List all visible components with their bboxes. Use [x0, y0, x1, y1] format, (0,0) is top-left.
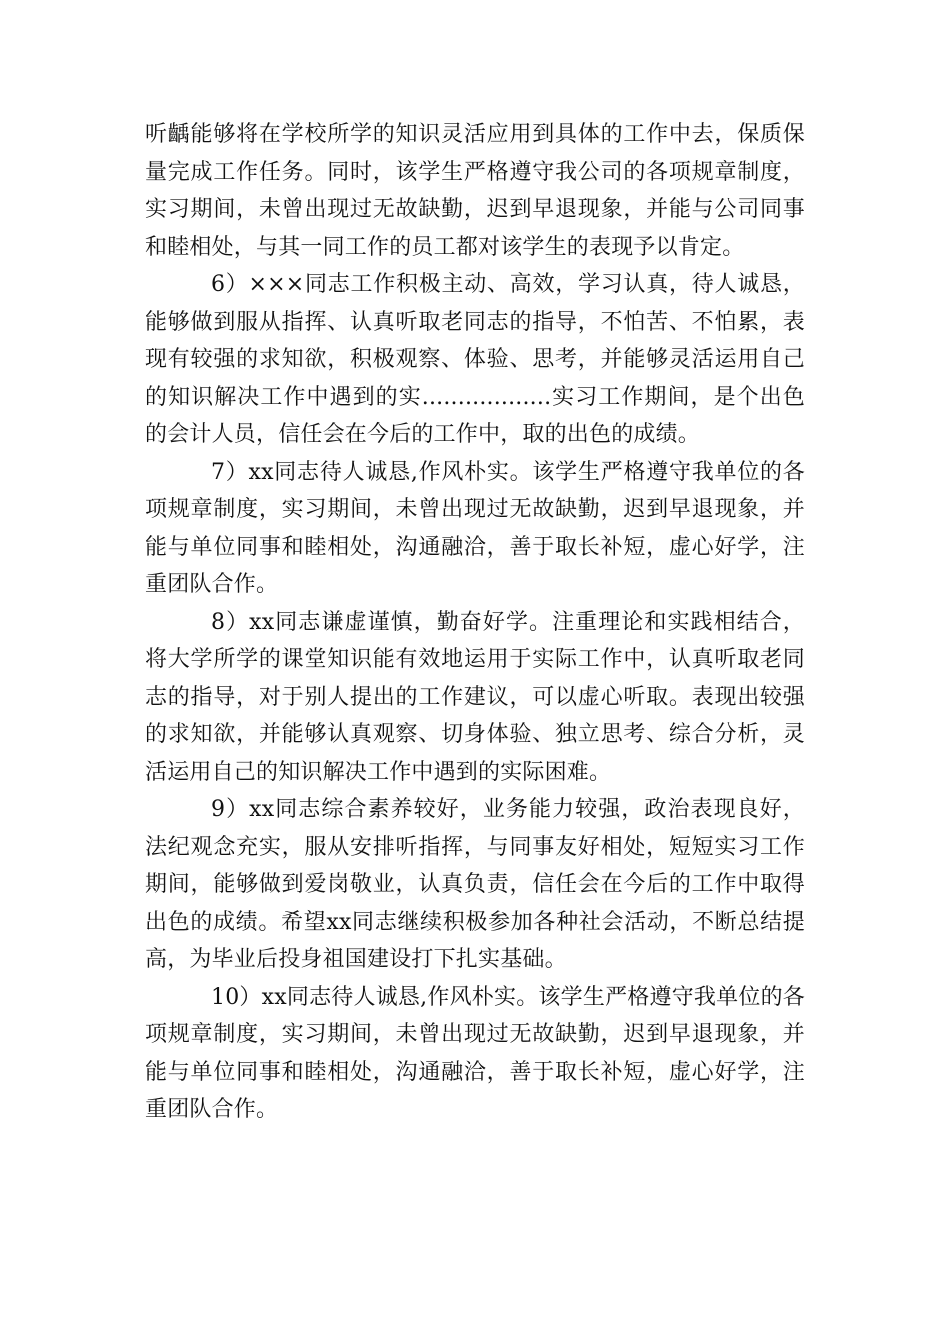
paragraph-item-6: 6）×××同志工作积极主动、高效，学习认真，待人诚恳，能够做到服从指挥、认真听取老同志的指导，不怕苦、不怕累，表现有较强的求知欲，积极观察、体验、思考，并能够灵活运用自己的知识解决工作中遇到的实..................实习工作期间，是个出色的会计人员，信任会在今后的工作中，取的出色的成绩。: [145, 272, 805, 447]
paragraph-item-7: 7）xx同志待人诚恳,作风朴实。该学生严格遵守我单位的各项规章制度，实习期间，未曾出现过无故缺勤，迟到早退现象，并能与单位同事和睦相处，沟通融洽，善于取长补短，虚心好学，注重团队合作。: [145, 459, 805, 597]
paragraph-item-8: 8）xx同志谦虚谨慎，勤奋好学。注重理论和实践相结合，将大学所学的课堂知识能有效地运用于实际工作中，认真听取老同志的指导，对于别人提出的工作建议，可以虚心听取。表现出较强的求知欲，并能够认真观察、切身体验、独立思考、综合分析，灵活运用自己的知识解决工作中遇到的实际困难。: [145, 609, 805, 785]
paragraph-item-10: 10）xx同志待人诚恳,作风朴实。该学生严格遵守我单位的各项规章制度，实习期间，未曾出现过无故缺勤，迟到早退现象，并能与单位同事和睦相处，沟通融洽，善于取长补短，虚心好学，注重团队合作。: [145, 984, 805, 1122]
paragraph-continuation: 听齲能够将在学校所学的知识灵活应用到具体的工作中去，保质保量完成工作任务。同时，该学生严格遵守我公司的各项规章制度，实习期间，未曾出现过无故缺勤，迟到早退现象，并能与公司同事和睦相处，与其一同工作的员工都对该学生的表现予以肯定。: [145, 122, 805, 260]
document-body: [145, 116, 805, 1129]
paragraph-item-9: 9）xx同志综合素养较好，业务能力较强，政治表现良好，法纪观念充实，服从安排听指挥，与同事友好相处，短短实习工作期间，能够做到爱岗敬业，认真负责，信任会在今后的工作中取得出色的成绩。希望xx同志继续积极参加各种社会活动，不断总结提高，为毕业后投身祖国建设打下扎实基础。: [145, 797, 805, 972]
